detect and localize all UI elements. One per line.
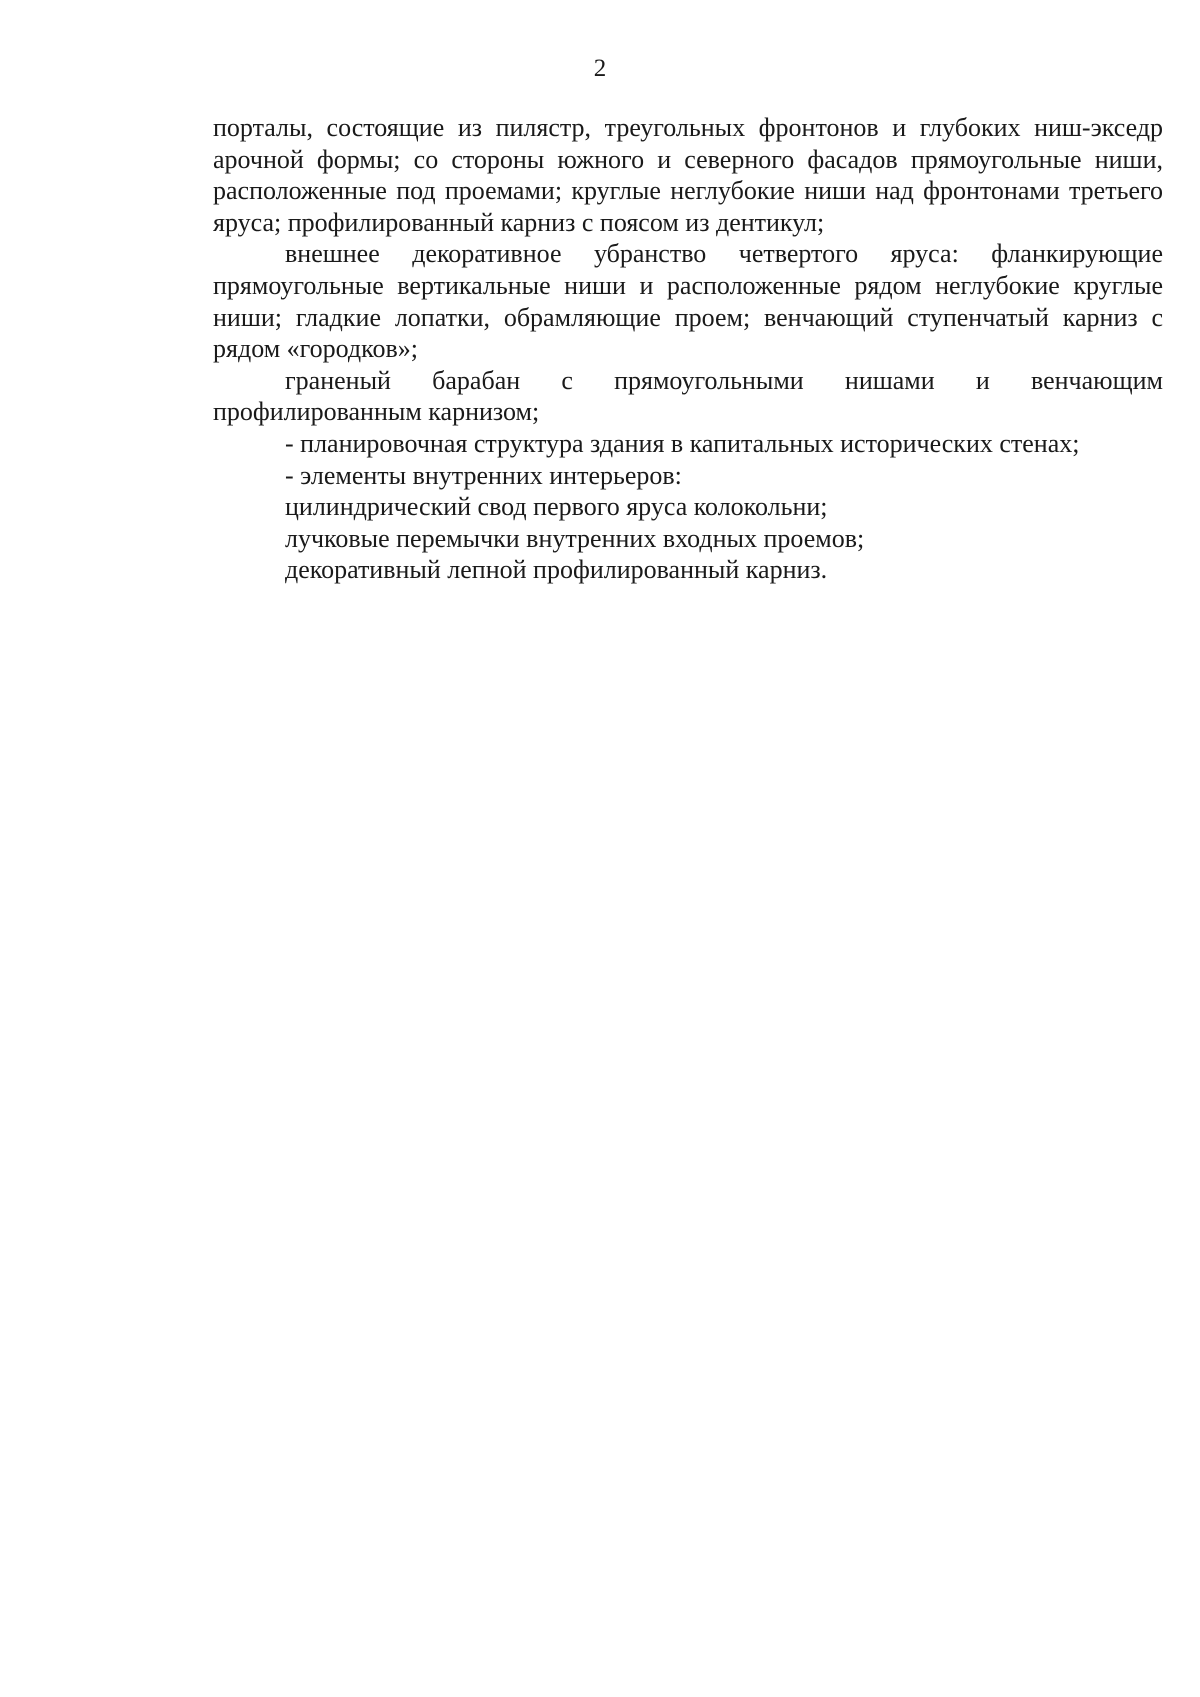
paragraph-portals: порталы, состоящие из пилястр, треугольных фронтонов и глубоких ниш-экседр арочной формы; со стороны южного и северного фасадов прямоугольные ниши, расположенные под проемами; круглые неглубокие ниши над фронтонами третьего яруса; профилированный карниз с поясом из дентикул; [213,113,1163,237]
paragraph-drum: граненый барабан с прямоугольными нишами и венчающим профилированным карнизом; [213,365,1163,427]
list-item-arched-lintels: лучковые перемычки внутренних входных проемов; [285,523,865,553]
list-item-planning-structure: - планировочная структура здания в капитальных исторических стенах; [285,428,1080,458]
list-item-cornice: декоративный лепной профилированный карниз. [285,555,828,585]
paragraph-fourth-tier: внешнее декоративное убранство четвертого яруса: фланкирующие прямоугольные вертикальные ниши и расположенные рядом неглубокие круглые ниши; гладкие лопатки, обрамляющие проем; венчающий ступенчатый карниз с рядом «городков»; [213,239,1163,364]
document-body [213,112,1163,586]
page-number: 2 [593,55,607,82]
list-item-cylindrical-vault: цилиндрический свод первого яруса колокольни; [285,492,828,522]
list-item-interior-elements: - элементы внутренних интерьеров: [285,460,682,490]
